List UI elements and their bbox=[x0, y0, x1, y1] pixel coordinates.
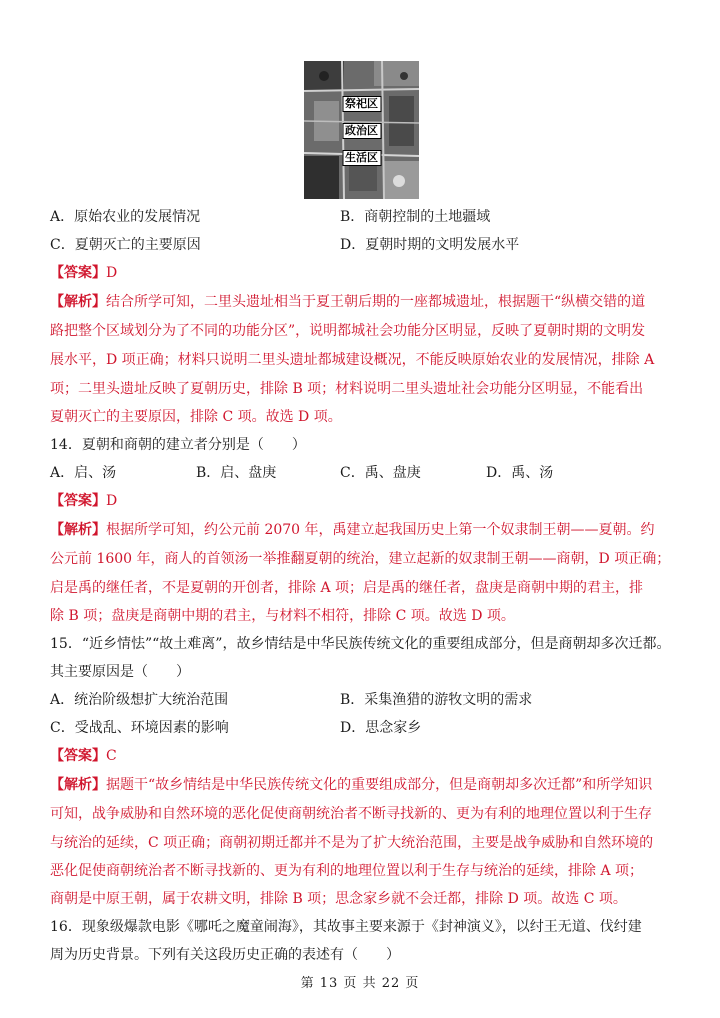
q14-analysis-line-3: 启是禹的继任者，不是夏朝的开创者，排除 A 项；启是禹的继任者，盘庚是商朝中期的君主，排 bbox=[50, 580, 644, 596]
q14-option-c: C．禹、盘庚 bbox=[340, 465, 421, 481]
analysis-label: 【解析】 bbox=[50, 294, 106, 310]
q14-option-b: B．启、盘庚 bbox=[196, 465, 277, 481]
answer-label: 【答案】 bbox=[50, 493, 106, 509]
answer-label: 【答案】 bbox=[50, 265, 106, 281]
q13-analysis-line-5: 夏朝灭亡的主要原因，排除 C 项。故选 D 项。 bbox=[50, 409, 342, 425]
q15-option-d: D．思念家乡 bbox=[340, 720, 422, 736]
q13-options-row-2 bbox=[50, 235, 670, 255]
q13-option-d: D．夏朝时期的文明发展水平 bbox=[340, 237, 520, 253]
figure-label-ritual-area: 祭祀区 bbox=[342, 96, 381, 112]
q15-options-row-2 bbox=[50, 718, 670, 738]
q15-stem-line-2: 其主要原因是（ ） bbox=[50, 664, 190, 680]
q14-stem: 14．夏朝和商朝的建立者分别是（ ） bbox=[50, 437, 306, 453]
q13-option-c: C．夏朝灭亡的主要原因 bbox=[50, 237, 201, 253]
q13-analysis-line-1 bbox=[50, 292, 670, 312]
q14-option-d: D．禹、汤 bbox=[486, 465, 554, 481]
q15-option-a: A．统治阶级想扩大统治范围 bbox=[50, 692, 229, 708]
analysis-text: 结合所学可知，二里头遗址相当于夏王朝后期的一座都城遗址，根据题干“纵横交错的道 bbox=[106, 294, 646, 310]
answer-value: D bbox=[106, 265, 118, 281]
q13-options-row-1 bbox=[50, 207, 670, 227]
figure-label-political-area: 政治区 bbox=[342, 123, 381, 139]
q13-option-b: B．商朝控制的土地疆域 bbox=[340, 209, 491, 225]
page-number-footer: 第 13 页 共 22 页 bbox=[300, 976, 420, 991]
analysis-text: 根据所学可知，约公元前 2070 年，禹建立起我国历史上第一个奴隶制王朝——夏朝。约 bbox=[106, 522, 655, 538]
q14-analysis-line-4: 除 B 项；盘庚是商朝中期的君主，与材料不相符，排除 C 项。故选 D 项。 bbox=[50, 608, 515, 624]
figure-label-living-area: 生活区 bbox=[342, 150, 381, 166]
q14-answer bbox=[50, 491, 670, 511]
q13-option-a: A．原始农业的发展情况 bbox=[50, 209, 201, 225]
answer-value: D bbox=[106, 493, 118, 509]
q15-options-row-1 bbox=[50, 690, 670, 710]
q15-option-c: C．受战乱、环境因素的影响 bbox=[50, 720, 229, 736]
site-aerial-photo bbox=[304, 61, 419, 199]
q14-analysis-line-1 bbox=[50, 520, 670, 540]
analysis-label: 【解析】 bbox=[50, 522, 106, 538]
analysis-label: 【解析】 bbox=[50, 777, 106, 793]
q15-option-b: B．采集渔猎的游牧文明的需求 bbox=[340, 692, 533, 708]
q16-stem-line-1: 16．现象级爆款电影《哪吒之魔童闹海》，其故事主要来源于《封神演义》，以纣王无道、伐纣建 bbox=[50, 919, 642, 935]
q13-answer bbox=[50, 263, 670, 283]
q13-analysis-line-4: 项；二里头遗址反映了夏朝历史，排除 B 项；材料说明二里头遗址社会功能分区明显，不能看出 bbox=[50, 381, 644, 397]
q13-analysis-line-2: 路把整个区域划分为了不同的功能分区”，说明都城社会功能分区明显，反映了夏朝时期的文明发 bbox=[50, 323, 646, 339]
q13-analysis-line-3: 展水平，D 项正确；材料只说明二里头遗址都城建设概况，不能反映原始农业的发展情况，排除 A bbox=[50, 352, 655, 368]
answer-label: 【答案】 bbox=[50, 748, 106, 764]
q15-stem-line-1: 15．“近乡情怯”“故土难离”，故乡情结是中华民族传统文化的重要组成部分，但是商朝却多次迁都。 bbox=[50, 636, 671, 652]
q14-option-a: A．启、汤 bbox=[50, 465, 117, 481]
q15-analysis-line-4: 恶化促使商朝统治者不断寻找新的、更为有利的地理位置以利于生存与统治的延续，排除 A 项； bbox=[50, 863, 644, 879]
q14-analysis-line-2: 公元前 1600 年，商人的首领汤一举推翻夏朝的统治，建立起新的奴隶制王朝——商朝，D 项正确； bbox=[50, 551, 671, 567]
q15-analysis-line-1 bbox=[50, 775, 670, 795]
answer-value: C bbox=[106, 748, 117, 764]
q15-analysis-line-3: 与统治的延续，C 项正确；商朝初期迁都并不是为了扩大统治范围，主要是战争威胁和自然环境的 bbox=[50, 835, 654, 851]
q15-analysis-line-2: 可知，战争威胁和自然环境的恶化促使商朝统治者不断寻找新的、更为有利的地理位置以利于生存 bbox=[50, 806, 652, 822]
q15-answer bbox=[50, 746, 670, 766]
analysis-text: 据题干“故乡情结是中华民族传统文化的重要组成部分，但是商朝却多次迁都”和所学知识 bbox=[106, 777, 653, 793]
q16-stem-line-2: 周为历史背景。下列有关这段历史正确的表述有（ ） bbox=[50, 947, 400, 963]
q15-analysis-line-5: 商朝是中原王朝，属于农耕文明，排除 B 项；思念家乡就不会迁都，排除 D 项。故选 C 项。 bbox=[50, 891, 627, 907]
